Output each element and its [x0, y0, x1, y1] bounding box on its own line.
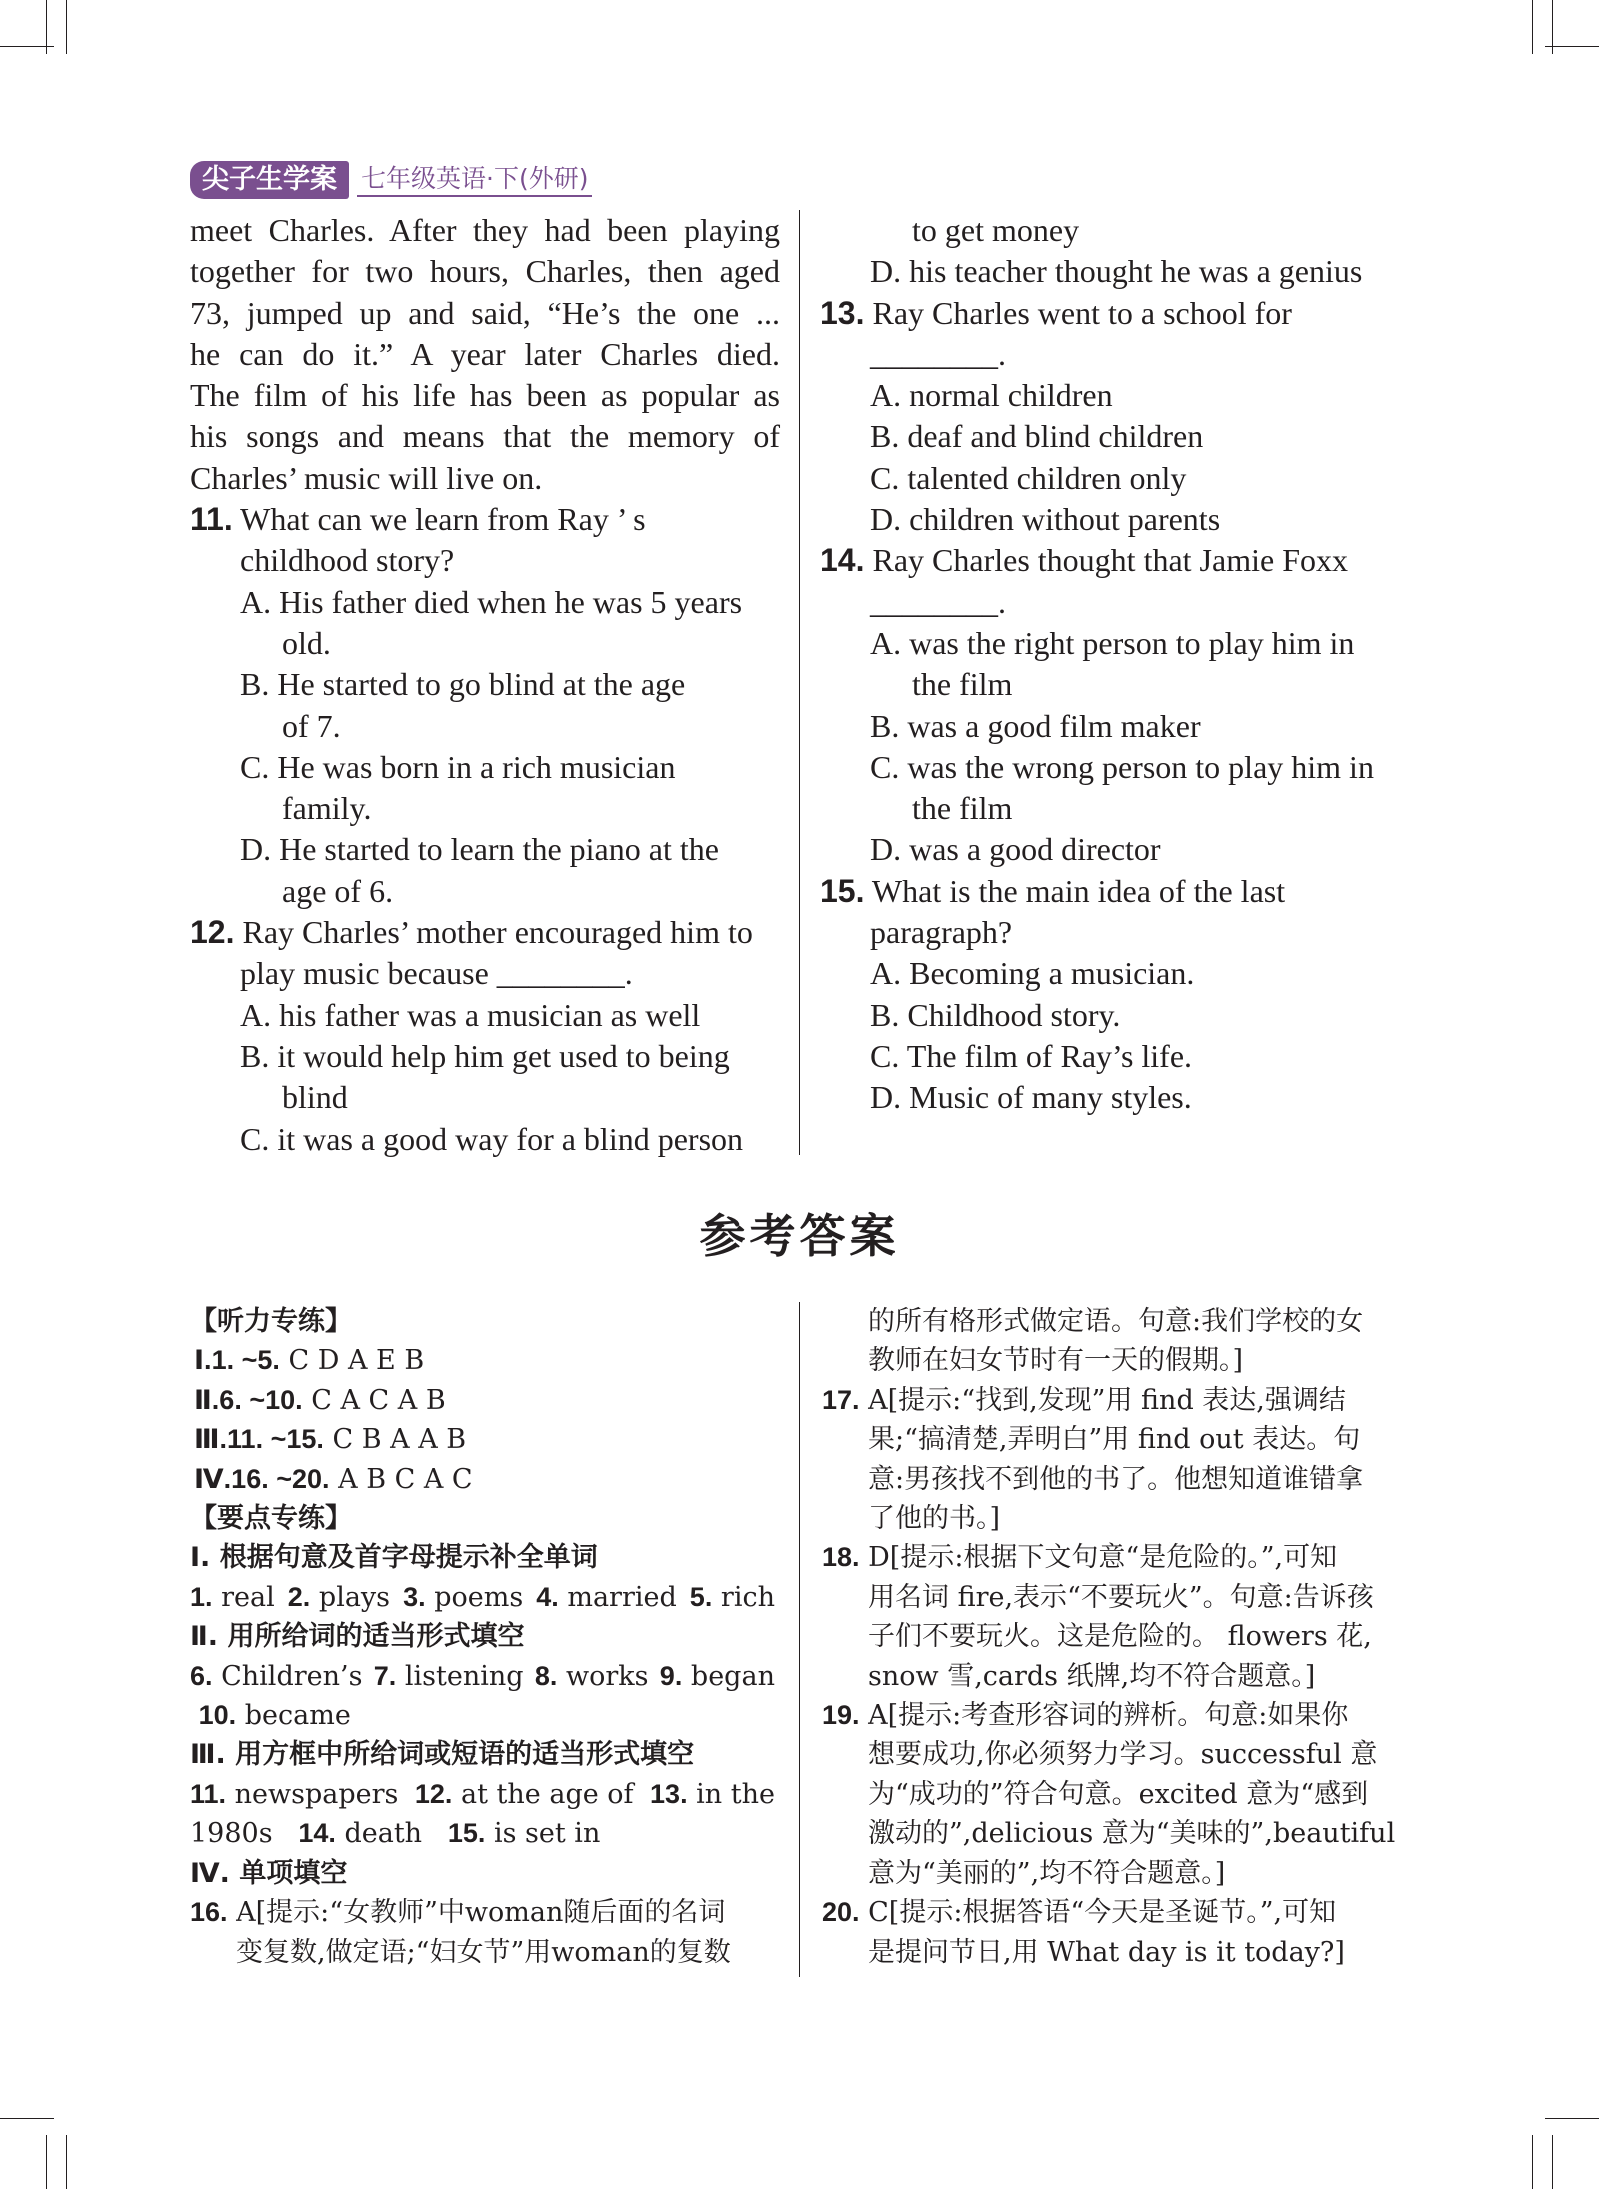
question-number: 14.: [820, 542, 865, 579]
answers-right-column: [822, 1302, 1412, 1972]
option-text: A. normal children: [870, 377, 1113, 414]
answer-letters: C A C A B: [311, 1384, 446, 1416]
option-text: C. it was a good way for a blind person: [240, 1120, 744, 1157]
roman-numeral: Ⅲ.: [194, 1424, 228, 1455]
option-text: A. Becoming a musician.: [870, 955, 1195, 992]
question-range: 6. ~10.: [219, 1384, 303, 1415]
section-2-answers: [190, 1657, 775, 1696]
answer-line: 了他的书。]: [868, 1503, 1001, 1535]
answer-line: 想要成功,你必须努力学习。successful 意: [868, 1739, 1378, 1771]
answer-word: works: [565, 1660, 649, 1692]
answer-option: [820, 829, 1410, 870]
listening-answers: [190, 1341, 775, 1499]
crop-mark: [1552, 2135, 1553, 2189]
answer-number: 11.: [190, 1778, 227, 1809]
crop-mark: [46, 2135, 47, 2189]
column-divider: [799, 1302, 800, 1977]
answer-option: [820, 1036, 1410, 1077]
crop-mark: [0, 2118, 54, 2119]
answer-item: [190, 1578, 275, 1617]
reading-right-column: [820, 210, 1410, 1119]
answer-word: poems: [434, 1581, 524, 1613]
option-text: D. was a good director: [870, 831, 1161, 868]
answer-option: [820, 747, 1410, 830]
option-text: A. His father died when he was 5 years: [240, 583, 743, 620]
answer-line: 果;“搞清楚,弄明白”用 find out 表达。句: [868, 1424, 1361, 1456]
answer-option: [190, 829, 780, 912]
section-3-heading: Ⅲ. 用方框中所给词或短语的适当形式填空: [190, 1739, 695, 1771]
option-text: D. He started to learn the piano at the: [240, 831, 719, 868]
answer-number: 6.: [190, 1660, 213, 1691]
answer-line: 子们不要玩火。这是危险的。 flowers 花,: [868, 1621, 1372, 1653]
option-text-cont: old.: [282, 624, 331, 661]
answer-item: [660, 1657, 775, 1696]
answer-option: [190, 582, 780, 665]
passage-line: together for two hours, Charles, then aged: [190, 253, 780, 290]
option-text: B. was a good film maker: [870, 707, 1201, 744]
answer-option: [820, 623, 1410, 706]
answer-letters: C B A A B: [332, 1424, 467, 1456]
crop-mark: [1545, 2118, 1599, 2119]
answer-option: [190, 1119, 780, 1160]
answer-option: [820, 1077, 1410, 1118]
question-number: 13.: [820, 294, 865, 331]
answer-option: [190, 664, 780, 747]
answer-number: 3.: [403, 1581, 426, 1612]
answer-line: snow 雪,cards 纸牌,均不符合题意。]: [868, 1660, 1316, 1692]
answer-number: 8.: [534, 1660, 558, 1691]
answer-key-title: 参考答案: [699, 1209, 900, 1263]
passage-line: meet Charles. After they had been playing: [190, 212, 780, 248]
answer-option: [820, 995, 1410, 1036]
answer-word: married: [567, 1581, 677, 1613]
answer-item: [650, 1775, 775, 1814]
option-text: C. talented children only: [870, 459, 1187, 496]
answers-left-column: [190, 1302, 775, 1972]
option-text: B. it would help him get used to being: [240, 1037, 730, 1074]
answer-word: in the: [696, 1778, 775, 1810]
answer-number: 13.: [650, 1778, 688, 1809]
option-text: C. The film of Ray’s life.: [870, 1037, 1193, 1074]
passage-line: The film of his life has been as popular as: [190, 377, 780, 414]
answer-number: 19.: [822, 1700, 860, 1731]
answer-option: [820, 706, 1410, 747]
roman-numeral: Ⅳ.: [194, 1463, 232, 1494]
answer-word: at the age of: [461, 1778, 634, 1810]
option-text: C. He was born in a rich musician: [240, 748, 676, 785]
option-text-cont: of 7.: [282, 707, 341, 744]
passage-line: Charles’ music will live on.: [190, 459, 543, 496]
option-text-cont: blind: [282, 1079, 348, 1116]
book-subtitle: 七年级英语·下(外研): [357, 163, 592, 197]
question-stem-cont: play music because ________.: [240, 955, 633, 992]
answer-20: [822, 1893, 1412, 1972]
answer-19: [822, 1696, 1412, 1893]
question-number: 12.: [190, 914, 235, 951]
answer-option: [190, 747, 780, 830]
question-number: 15.: [820, 872, 865, 909]
option-text: B. Childhood story.: [870, 996, 1121, 1033]
section-3-answers: [190, 1775, 775, 1814]
answer-item: [415, 1775, 634, 1814]
answer-number: 5.: [689, 1581, 713, 1612]
crop-mark: [1545, 46, 1599, 47]
option-text: B. He started to go blind at the age: [240, 666, 686, 703]
answer-number: 17.: [822, 1384, 860, 1415]
option-text-cont: family.: [282, 790, 372, 827]
passage-line: his songs and means that the memory of: [190, 418, 780, 455]
column-divider: [799, 210, 800, 1155]
answer-line: A[提示:考查形容词的辨析。句意:如果你: [868, 1700, 1349, 1732]
question-11: 11. What can we learn from Ray ’ s childhood story?: [190, 501, 646, 579]
listening-answer-row: [190, 1460, 775, 1499]
answer-line: 为“成功的”符合句意。excited 意为“感到: [868, 1778, 1369, 1810]
answer-number: 12.: [414, 1778, 453, 1809]
answer-word: plays: [318, 1581, 391, 1613]
roman-numeral: Ⅱ.: [194, 1384, 220, 1415]
section-4-heading: Ⅳ. 单项填空: [190, 1857, 348, 1889]
roman-numeral: Ⅰ.: [194, 1345, 212, 1376]
answer-18: [822, 1538, 1412, 1696]
answer-item: [403, 1578, 523, 1617]
answer-word: began: [690, 1660, 775, 1692]
answer-option: D. his teacher thought he was a genius: [870, 253, 1363, 290]
answer-item: [690, 1578, 775, 1617]
section-1-answers: [190, 1578, 775, 1617]
section-1-heading: Ⅰ. 根据句意及首字母提示补全单词: [190, 1542, 598, 1574]
question-15: 15. What is the main idea of the last paragraph?: [820, 872, 1286, 951]
section-2-heading: Ⅱ. 用所给词的适当形式填空: [190, 1621, 525, 1653]
answer-number: 9.: [659, 1660, 683, 1691]
option-text-cont: age of 6.: [282, 872, 394, 909]
answer-letters: A B C A C: [338, 1463, 473, 1495]
answer-number: 18.: [822, 1542, 860, 1573]
answer-item: [535, 1657, 649, 1696]
option-text-cont: the film: [912, 790, 1013, 827]
crop-mark: [1532, 2135, 1533, 2189]
question-number: 11.: [190, 501, 233, 538]
question-13: 13. Ray Charles went to a school for ________.: [820, 294, 1292, 372]
answer-letters: C D A E B: [288, 1345, 425, 1377]
listening-answer-row: [190, 1341, 775, 1380]
answer-number: 7.: [373, 1660, 397, 1691]
passage-line: 73, jumped up and said, “He’s the one ...: [190, 294, 780, 331]
answer-option: [190, 1036, 780, 1119]
answer-line: D[提示:根据下文句意“是危险的。”,可知: [868, 1542, 1338, 1574]
question-stem-cont: ________.: [870, 335, 1006, 372]
reading-left-column: [190, 210, 780, 1160]
question-12: 12. Ray Charles’ mother encouraged him to play music because ________.: [190, 914, 753, 992]
answer-number: 2.: [287, 1581, 311, 1612]
answer-number: 1.: [190, 1581, 213, 1612]
answer-number: 4.: [536, 1581, 559, 1612]
answer-item: [190, 1657, 362, 1696]
answer-option: [190, 995, 780, 1036]
answer-option: [820, 416, 1410, 457]
answer-number: 20.: [822, 1897, 860, 1928]
answer-word: Children’s: [221, 1660, 363, 1692]
answer-item: [374, 1657, 524, 1696]
answer-option: [820, 375, 1410, 416]
answer-16-continued: 的所有格形式做定语。句意:我们学校的女 教师在妇女节时有一天的假期。]: [868, 1306, 1364, 1377]
question-stem-cont: ________.: [870, 583, 1006, 620]
option-text: C. was the wrong person to play him in: [870, 748, 1374, 785]
answer-word: newspapers: [234, 1778, 399, 1810]
answer-option: [820, 953, 1410, 994]
question-stem-cont: childhood story?: [240, 542, 455, 579]
answer-line: 意为“美丽的”,均不符合题意。]: [868, 1857, 1226, 1889]
option-text: B. deaf and blind children: [870, 418, 1204, 455]
answer-line: 用名词 fire,表示“不要玩火”。句意:告诉孩: [868, 1581, 1374, 1613]
answers-17-20: [822, 1381, 1412, 1972]
answer-option: [820, 499, 1410, 540]
question-range: 16. ~20.: [231, 1463, 330, 1494]
answer-17: [822, 1381, 1412, 1539]
answer-word: listening: [404, 1660, 524, 1692]
question-14: 14. Ray Charles thought that Jamie Foxx ________.: [820, 542, 1348, 620]
section-3-answers-cont: 1980s 14. death 15. is set in: [190, 1818, 601, 1850]
option-text: A. his father was a musician as well: [240, 996, 701, 1033]
answer-line: A[提示:“找到,发现”用 find 表达,强调结: [868, 1384, 1346, 1416]
running-header: [190, 160, 592, 200]
answer-word: rich: [720, 1581, 775, 1613]
answer-item: [190, 1775, 398, 1814]
answer-item: [288, 1578, 390, 1617]
answer-line: C[提示:根据答语“今天是圣诞节。”,可知: [868, 1897, 1337, 1929]
listening-heading: 【听力专练】: [190, 1306, 352, 1337]
crop-mark: [1532, 0, 1533, 54]
option-text: D. Music of many styles.: [870, 1079, 1192, 1116]
answer-line: 意:男孩找不到他的书了。他想知道谁错拿: [868, 1463, 1364, 1495]
question-range: 1. ~5.: [211, 1345, 280, 1376]
listening-answer-row: [190, 1420, 775, 1459]
passage-line: he can do it.” A year later Charles died.: [190, 335, 780, 372]
section-2-answer-10: 10. became: [198, 1700, 351, 1732]
option-text: A. was the right person to play him in: [870, 624, 1355, 661]
answer-line: 激动的”,delicious 意为“美味的”,beautiful: [868, 1818, 1396, 1850]
crop-mark: [66, 0, 67, 54]
question-range: 11. ~15.: [227, 1424, 324, 1455]
answer-option: [820, 458, 1410, 499]
option-text: D. children without parents: [870, 501, 1221, 538]
crop-mark: [66, 2135, 67, 2189]
listening-answer-row: [190, 1381, 775, 1420]
question-stem-cont: paragraph?: [870, 914, 1013, 951]
answer-word: real: [221, 1581, 275, 1613]
answer-16: 16. A[提示:“女教师”中woman随后面的名词 变复数,做定语;“妇女节”用woman的复数: [190, 1897, 731, 1968]
answer-line: 是提问节日,用 What day is it today?]: [868, 1936, 1345, 1968]
crop-mark: [0, 46, 54, 47]
option-continuation: to get money: [912, 212, 1080, 248]
answer-item: [536, 1578, 677, 1617]
option-text-cont: the film: [912, 666, 1013, 703]
key-points-heading: 【要点专练】: [190, 1503, 352, 1535]
series-badge: 尖子生学案: [190, 161, 349, 199]
